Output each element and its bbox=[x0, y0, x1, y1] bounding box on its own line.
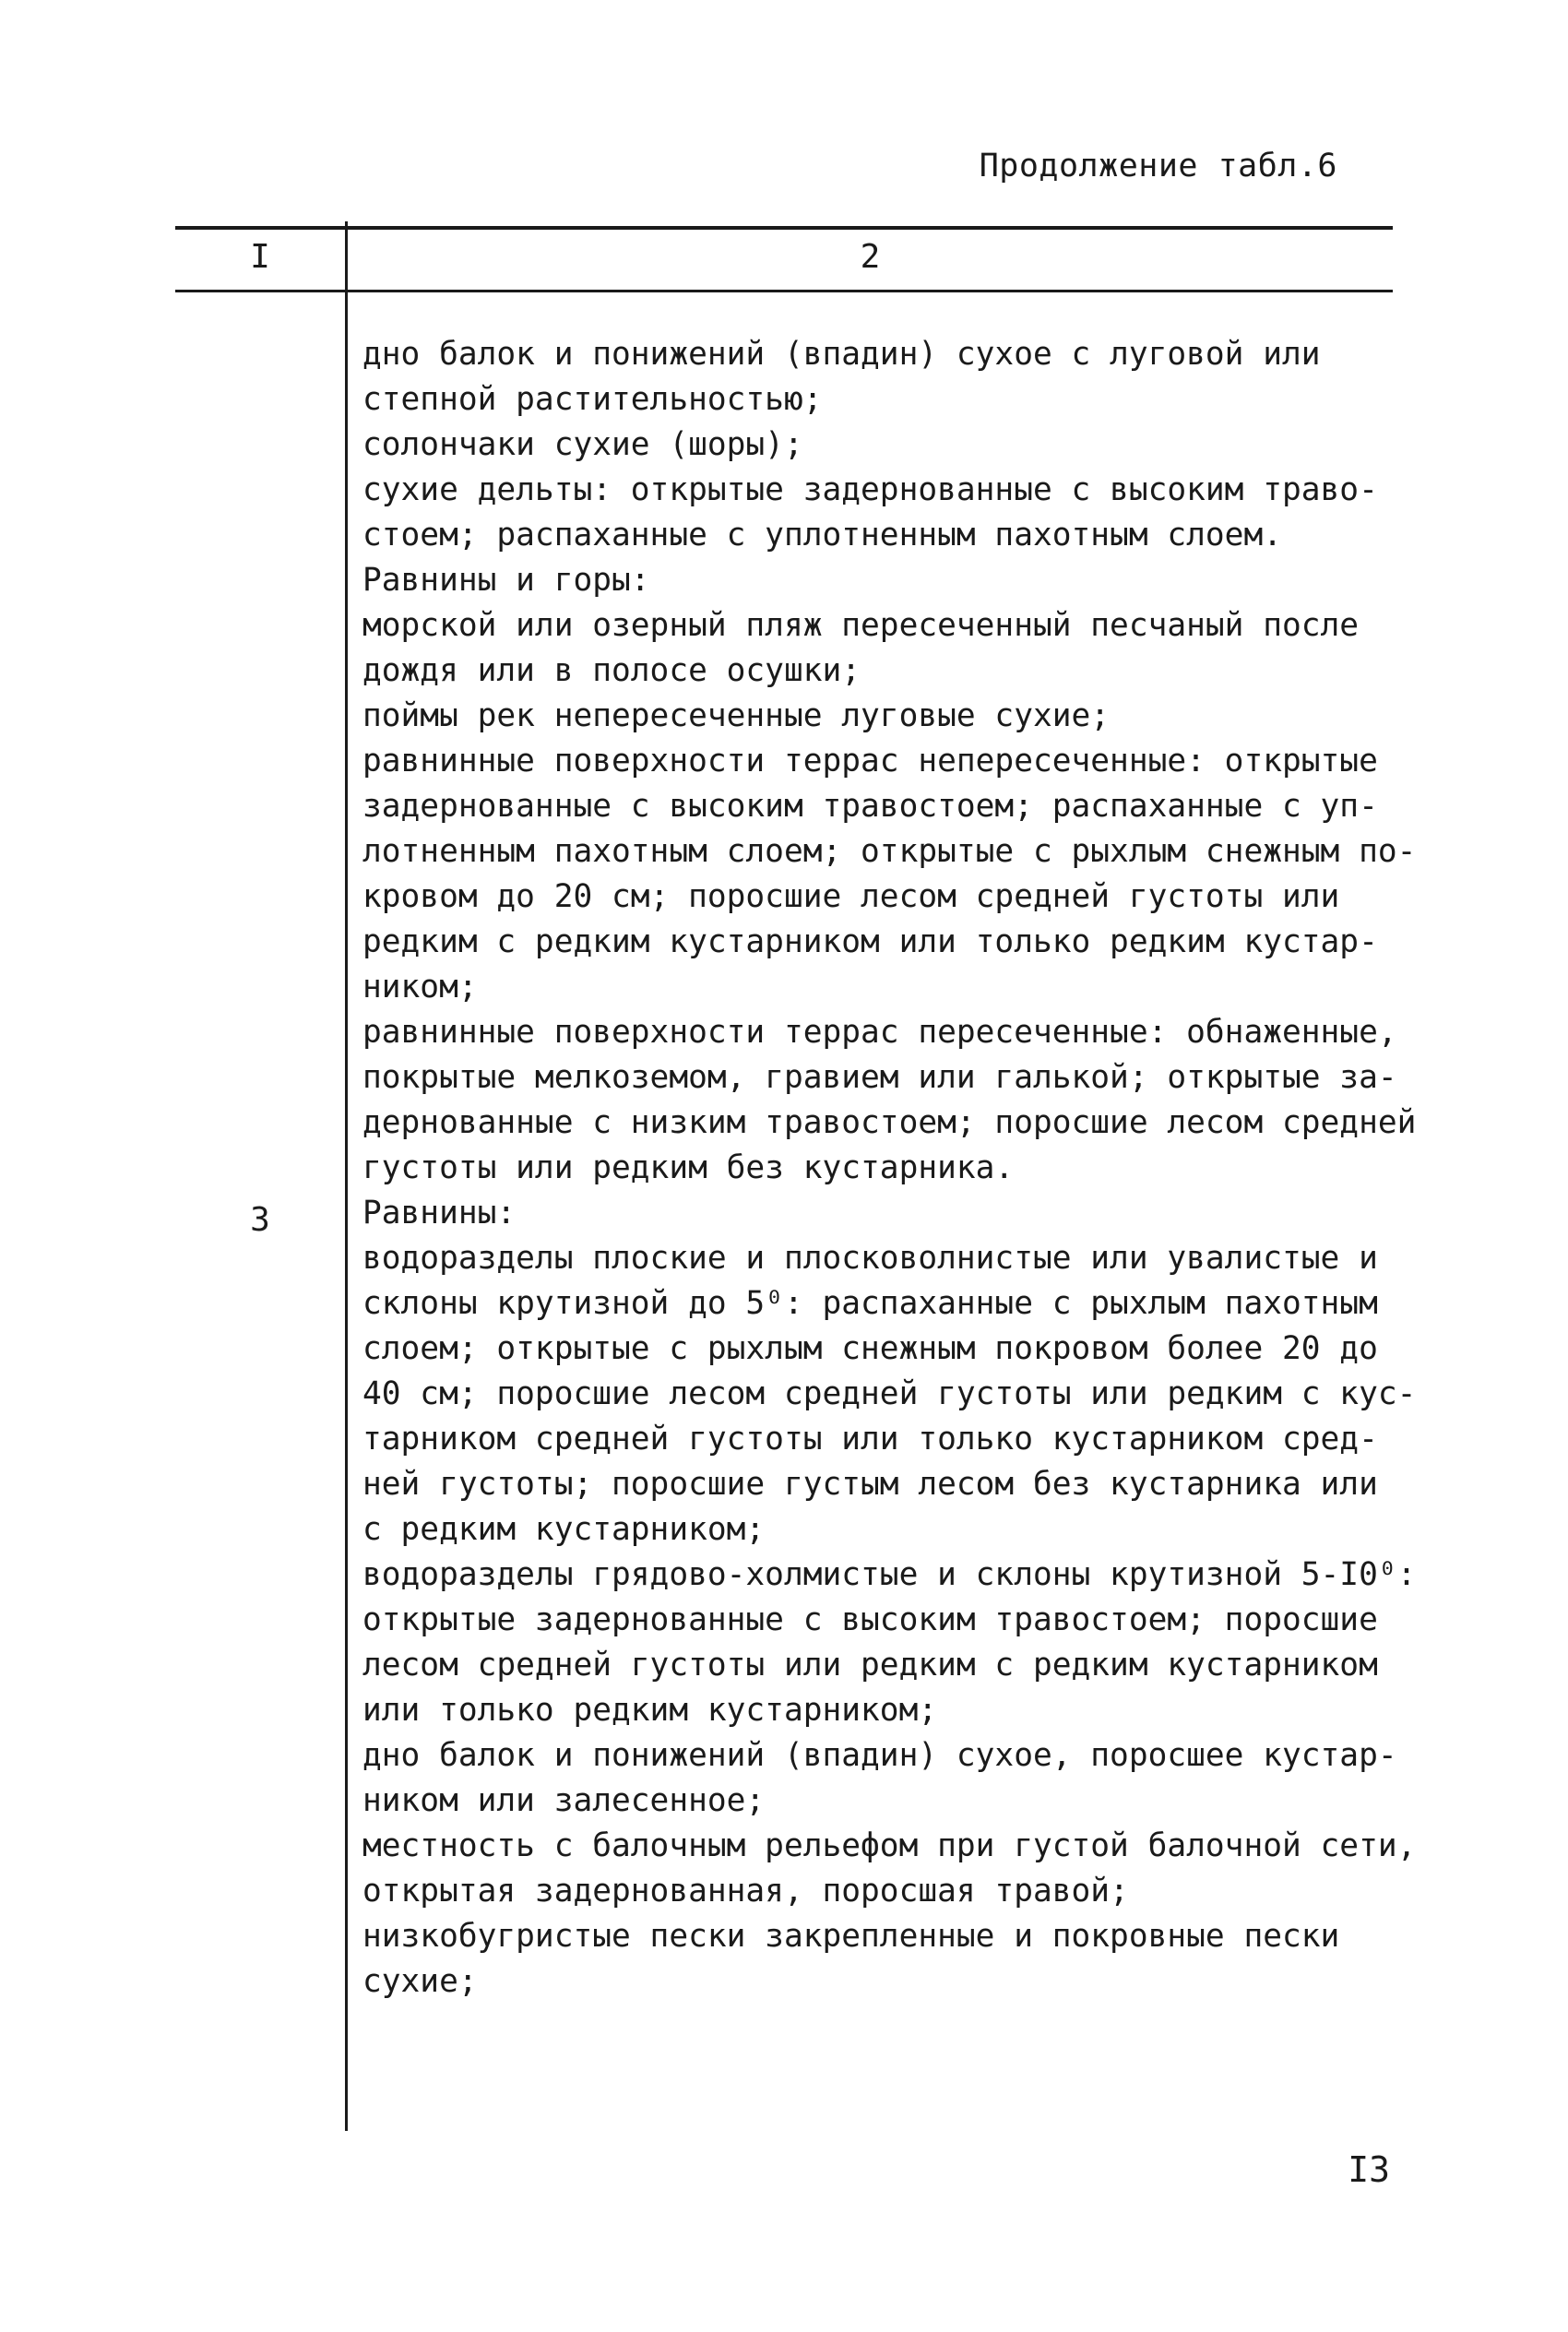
text-line: сухие дельты: открытые задернованные с высоким траво- bbox=[362, 471, 1378, 508]
text-line: открытые задернованные с высоким травостоем; поросшие bbox=[362, 1601, 1378, 1638]
table-continuation-caption: Продолжение табл.6 bbox=[979, 148, 1337, 184]
text-line: водоразделы плоские и плосковолнистые или увалистые и bbox=[362, 1240, 1378, 1277]
text-line: редким с редким кустарником или только редким кустар- bbox=[362, 923, 1378, 960]
text-line: лотненным пахотным слоем; открытые с рыхлым снежным по- bbox=[362, 833, 1417, 870]
text-line: дно балок и понижений (впадин) сухое с луговой или bbox=[362, 336, 1321, 373]
text-line: 40 см; поросшие лесом средней густоты или редким с кус- bbox=[362, 1375, 1417, 1412]
text-line: густоты или редким без кустарника. bbox=[362, 1149, 1015, 1186]
text-line: или только редким кустарником; bbox=[362, 1692, 938, 1729]
text-line: равнинные поверхности террас пересеченные: обнаженные, bbox=[362, 1014, 1397, 1051]
text-line: задернованные с высоким травостоем; распаханные с уп- bbox=[362, 788, 1378, 825]
text-line: морской или озерный пляж пересеченный песчаный после bbox=[362, 607, 1360, 644]
text-line: ником или залесенное; bbox=[362, 1782, 766, 1819]
table-body-text bbox=[362, 332, 1417, 2005]
text-line: склоны крутизной до 5⁰: распаханные с рыхлым пахотным bbox=[362, 1285, 1378, 1322]
text-line: дождя или в полосе осушки; bbox=[362, 652, 861, 689]
column-header-2: 2 bbox=[860, 238, 881, 276]
text-line: степной растительностью; bbox=[362, 381, 823, 418]
text-line: водоразделы грядово-холмистые и склоны крутизной 5-I0⁰: bbox=[362, 1556, 1417, 1593]
text-line: тарником средней густоты или только кустарником сред- bbox=[362, 1421, 1378, 1458]
text-line: Равнины и горы: bbox=[362, 562, 650, 599]
table-column-divider bbox=[345, 221, 348, 2131]
text-line: дернованные с низким травостоем; поросшие лесом средней bbox=[362, 1104, 1417, 1141]
text-line: слоем; открытые с рыхлым снежным покровом более 20 до bbox=[362, 1330, 1378, 1367]
table-top-rule bbox=[175, 226, 1393, 230]
text-line: ней густоты; поросшие густым лесом без кустарника или bbox=[362, 1466, 1378, 1503]
table-header-rule bbox=[175, 290, 1393, 292]
text-line: дно балок и понижений (впадин) сухое, поросшее кустар- bbox=[362, 1737, 1397, 1774]
text-line: солончаки сухие (шоры); bbox=[362, 426, 803, 463]
text-line: кровом до 20 см; поросшие лесом средней густоты или bbox=[362, 878, 1340, 915]
text-line: Равнины: bbox=[362, 1195, 517, 1231]
text-line: поймы рек непересеченные луговые сухие; bbox=[362, 697, 1111, 734]
text-line: стоем; распаханные с уплотненным пахотным слоем. bbox=[362, 517, 1282, 553]
text-line: с редким кустарником; bbox=[362, 1511, 766, 1548]
text-line: покрытые мелкоземом, гравием или галькой; открытые за- bbox=[362, 1059, 1397, 1096]
text-line: ником; bbox=[362, 969, 478, 1005]
page-number: I3 bbox=[1348, 2149, 1390, 2190]
text-line: сухие; bbox=[362, 1963, 478, 2000]
text-line: открытая задернованная, поросшая травой; bbox=[362, 1873, 1129, 1910]
text-line: местность с балочным рельефом при густой балочной сети, bbox=[362, 1827, 1417, 1864]
text-line: лесом средней густоты или редким с редким кустарником bbox=[362, 1647, 1378, 1684]
row-label: 3 bbox=[250, 1201, 270, 1239]
text-line: низкобугристые пески закрепленные и покровные пески bbox=[362, 1918, 1340, 1955]
text-line: равнинные поверхности террас непересеченные: открытые bbox=[362, 743, 1378, 779]
column-header-1: I bbox=[250, 238, 270, 276]
